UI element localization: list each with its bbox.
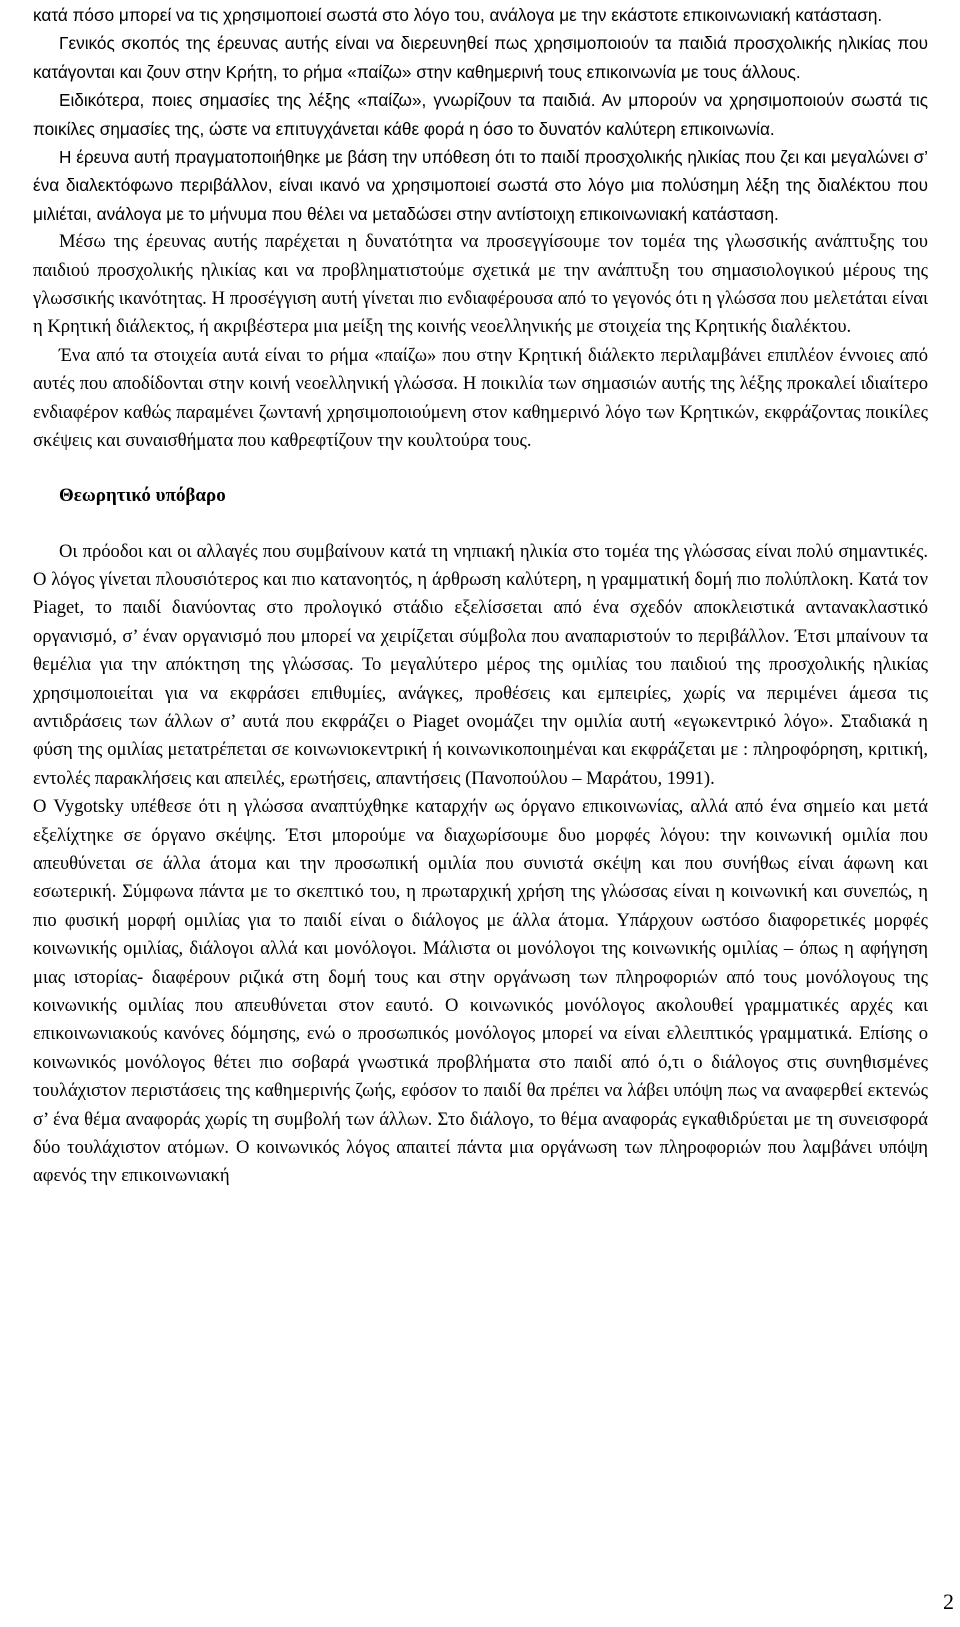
paragraph-intro-end: κατά πόσο μπορεί να τις χρησιμοποιεί σωστά στο λόγο του, ανάλογα με την εκάστοτε επικοινωνιακή κατάσταση. bbox=[33, 5, 883, 25]
paragraph-verb-paizo: Ένα από τα στοιχεία αυτά είναι το ρήμα «παίζω» που στην Κρητική διάλεκτο περιλαμβάνει επιπλέον έννοιες από αυτές που αποδίδονται στην κοινή νεοελληνική γλώσσα. Η ποικιλία των σημασιών αυτής της λέξης προκαλεί ιδιαίτερο ενδιαφέρον καθώς παραμένει ζωντανή χρησιμοποιούμενη στον καθημερινό λόγο των Κρητικών, εκφράζοντας ποικίλες σκέψεις και συναισθήματα που καθρεφτίζουν την κουλτούρα τους. bbox=[33, 344, 928, 452]
page-number: 2 bbox=[943, 1589, 954, 1614]
paragraph-general-aim: Γενικός σκοπός της έρευνας αυτής είναι να διερευνηθεί πως χρησιμοποιούν τα παιδιά προσχολικής ηλικίας που κατάγονται και ζουν στην Κρήτη, το ρήμα «παίζω» στην καθημερινή τους επικοινωνία με τους άλλους. bbox=[33, 33, 928, 82]
document-page bbox=[33, 0, 928, 1191]
paragraph-hypothesis: Η έρευνα αυτή πραγματοποιήθηκε με βάση την υπόθεση ότι το παιδί προσχολικής ηλικίας που ζει και μεγαλώνει σ’ ένα διαλεκτόφωνο περιβάλλον, είναι ικανό να χρησιμοποιεί σωστά στο λόγο μια πολύσημη λέξη της διαλέκτου που μιλιέται, ανάλογα με το μήνυμα που θέλει να μεταδώσει στην αντίστοιχη επικοινωνιακή κατάσταση. bbox=[33, 147, 928, 224]
paragraph-vygotsky: Ο Vygotsky υπέθεσε ότι η γλώσσα αναπτύχθηκε καταρχήν ως όργανο επικοινωνίας, αλλά από ένα σημείο και μετά εξελίχτηκε σε όργανο σκέψης. Έτσι μπορούμε να διαχωρίσουμε δυο μορφές λόγου: την κοινωνική ομιλία που απευθύνεται σε άλλα άτομα και την προσωπική ομιλία που συνιστά σκέψη και που συνήθως είναι άφωνη και εσωτερική. Σύμφωνα πάντα με το σκεπτικό του, η πρωταρχική χρήση της γλώσσας είναι η κοινωνική και συνεπώς, η πιο φυσική μορφή ομιλίας για το παιδί είναι ο διάλογος με άλλα άτομα. Υπάρχουν ωστόσο διαφορετικές μορφές κοινωνικής ομιλίας, διάλογοι αλλά και μονόλογοι. Μάλιστα οι μονόλογοι της κοινωνικής ομιλίας – όπως η αφήγηση μιας ιστορίας- διαφέρουν ριζικά στη δομή τους και στην οργάνωση των πληροφοριών από τους μονόλογους της κοινωνικής ομιλίας που απευθύνεται στον εαυτό. Ο κοινωνικός μονόλογος ακολουθεί γραμματικές αρχές και επικοινωνιακούς κανόνες δόμησης, ενώ ο προσωπικός μονόλογος μπορεί να είναι ελλειπτικός γραμματικά. Επίσης ο κοινωνικός μονόλογος θέτει πιο σοβαρά γνωστικά προβλήματα στο παιδί από ό,τι ο διάλογος στις συνηθισμένες τουλάχιστον περιστάσεις της καθημερινής ζωής, εφόσον το παιδί θα πρέπει να λάβει υπόψη πως να αναφερθεί εκτενώς σ’ ένα θέμα αναφοράς χωρίς τη συμβολή των άλλων. Στο διάλογο, το θέμα αναφοράς εγκαθιδρύεται με τη συνεισφορά δύο τουλάχιστον ατόμων. Ο κοινωνικός λόγος απαιτεί πάντα μια οργάνωση των πληροφοριών που λαμβάνει υπόψη αφενός την επικοινωνιακή bbox=[33, 796, 928, 1187]
paragraph-piaget: Οι πρόοδοι και οι αλλαγές που συμβαίνουν κατά τη νηπιακή ηλικία στο τομέα της γλώσσας είναι πολύ σημαντικές. Ο λόγος γίνεται πλουσιότερος και πιο κατανοητός, η άρθρωση καλύτερη, η γραμματική δομή πιο πολύπλοκη. Κατά τον Piaget, το παιδί διανύοντας στο προλογικό στάδιο εξελίσσεται από ένα σχεδόν αποκλειστικά αντανακλαστικό οργανισμό, σ’ έναν οργανισμό που μπορεί να χειρίζεται σύμβολα που αναπαριστούν το περιβάλλον. Έτσι μπαίνουν τα θεμέλια για την απόκτηση της γλώσσας. Το μεγαλύτερο μέρος της ομιλίας του παιδιού της προσχολικής ηλικίας χρησιμοποιείται για να εκφράσει επιθυμίες, ανάγκες, προθέσεις και εμπειρίες, χωρίς να περιμένει άμεσα τις αντιδράσεις των άλλων σ’ αυτά που εκφράζει ο Piaget ονομάζει την ομιλία αυτή «εγωκεντρικό λόγο». Σταδιακά η φύση της ομιλίας μετατρέπεται σε κοινωνιοκεντρική ή κοινωνικοποιημέναι και εκφράζεται με : πληροφόρηση, κριτική, εντολές παρακλήσεις και απειλές, ερωτήσεις, απαντήσεις (Πανοπούλου – Μαράτου, 1991). bbox=[33, 540, 928, 789]
paragraph-research-value: Μέσω της έρευνας αυτής παρέχεται η δυνατότητα να προσεγγίσουμε τον τομέα της γλωσσικής ανάπτυξης του παιδιού προσχολικής ηλικίας και να προβληματιστούμε σχετικά με την ανάπτυξη του σημασιολογικού μέρους της γλωσσικής ικανότητας. Η προσέγγιση αυτή γίνεται πιο ενδιαφέρουσα από το γεγονός ότι η γλώσσα που μελετάται είναι η Κρητική διάλεκτος, ή ακριβέστερα μια μείξη της κοινής νεοελληνικής με στοιχεία της Κρητικής διαλέκτου. bbox=[33, 231, 928, 338]
paragraph-specific-aims: Ειδικότερα, ποιες σημασίες της λέξης «παίζω», γνωρίζουν τα παιδιά. Αν μπορούν να χρησιμοποιούν σωστά τις ποικίλες σημασίες της, ώστε να επιτυγχάνεται κάθε φορά η όσο το δυνατόν καλύτερη επικοινωνία. bbox=[33, 90, 928, 139]
section-heading-theory: Θεωρητικό υπόβαρο bbox=[59, 484, 226, 506]
